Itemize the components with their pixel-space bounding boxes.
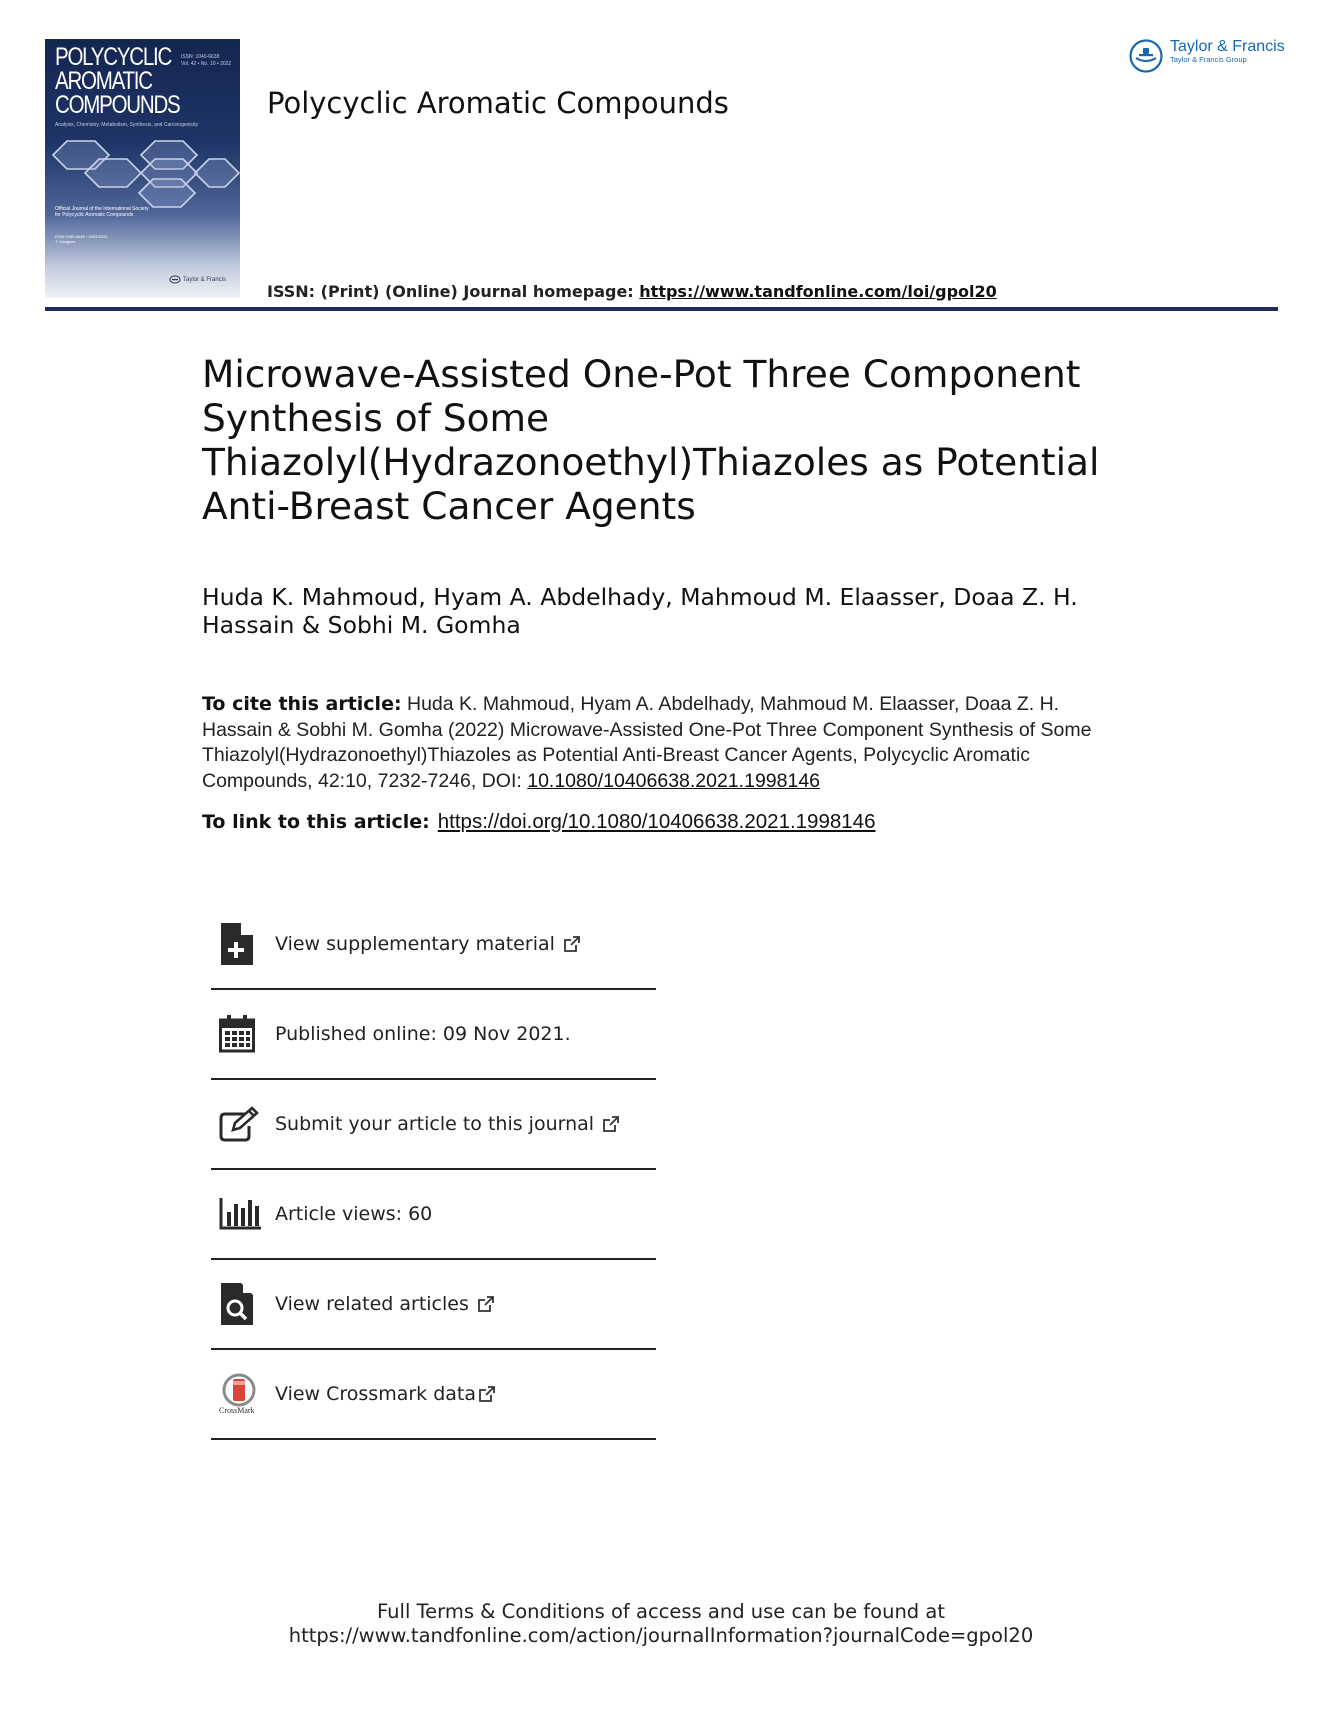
publisher-group: Taylor & Francis Group [1170,55,1247,64]
cover-meta: ISSN: 1040-6638 Vol. 42 • No. 10 • 2022 [181,54,232,67]
journal-homepage-link[interactable]: https://www.tandfonline.com/loi/gpol20 [639,282,997,301]
cite-label: To cite this article: [202,693,402,715]
article-title: Microwave-Assisted One-Pot Three Component Synthesis of Some Thiazolyl(Hydrazonoethyl)Thiazoles as Potential Anti-Breast Cancer Agents [202,352,1100,528]
file-plus-icon [219,918,271,970]
header-divider [45,307,1278,311]
cover-hexagons-graphic [45,135,240,215]
cover-publisher-name: Taylor & Francis [183,276,227,283]
crossmark-badge-text: CrossMark [219,1406,255,1415]
bar-chart-icon [219,1188,271,1240]
action-label: Article views: 60 [275,1203,433,1225]
cover-society-text: Official Journal of the International Society for Polycyclic Aromatic Compounds [55,206,149,218]
action-label: Published online: 09 Nov 2021. [275,1023,571,1045]
published-online-row [211,990,656,1080]
external-link-icon [563,935,581,953]
cover-title: POLYCYCLIC AROMATIC COMPOUNDS [55,43,180,119]
publisher-name: Taylor & Francis [1170,38,1285,55]
journal-cover [45,39,240,298]
footer-terms-url[interactable]: https://www.tandfonline.com/action/journalInformation?journalCode=gpol20 [288,1624,1034,1647]
article-action-list [211,900,656,1440]
file-search-icon [219,1278,271,1330]
link-label: To link to this article: [202,811,430,833]
cite-text: Huda K. Mahmoud, Hyam A. Abdelhady, Mahmoud M. Elaasser, Doaa Z. H. Hassain & Sobhi M. Gomha (2022) Microwave-Assisted One-Pot Three Component Synthesis of Some Thiazolyl(Hydrazonoethyl)Thiazoles as Potential Anti-Breast Cancer Agents, Polycyclic Aromatic Compounds, 42:10, 7232-7246, DOI: [202,693,1092,792]
action-label: Submit your article to this journal [275,1113,595,1135]
submit-article-link[interactable] [211,1080,656,1170]
article-link-line [202,810,1122,834]
footer-line-1: Full Terms & Conditions of access and use can be found at [377,1600,945,1623]
view-crossmark-data-link[interactable] [211,1350,656,1440]
taylor-francis-logo-icon [1128,38,1164,74]
action-label: View Crossmark data [275,1383,477,1405]
cover-publisher-logo-icon [169,275,181,284]
cover-publisher [169,275,226,284]
cover-subtitle: Analysis, Chemistry, Metabolism, Synthesis, and Carcinogenicity [55,122,199,128]
view-supplementary-material-link[interactable] [211,900,656,990]
issn-line [267,282,997,301]
citation-block [202,692,1122,794]
crossmark-icon [219,1368,271,1420]
cover-codes: ISSN:1040-6638 • 1563-5333 T: Gariguez [55,234,108,244]
article-doi-link[interactable]: https://doi.org/10.1080/10406638.2021.1998146 [437,810,876,833]
cite-doi-link[interactable]: 10.1080/10406638.2021.1998146 [527,769,821,792]
action-label: View supplementary material [275,933,555,955]
edit-icon [219,1098,271,1150]
issn-text: ISSN: (Print) (Online) Journal homepage: [267,282,640,301]
terms-footer [0,1600,1322,1648]
action-label: View related articles [275,1293,469,1315]
publisher-logo[interactable] [1128,38,1285,74]
view-related-articles-link[interactable] [211,1260,656,1350]
external-link-icon [477,1295,495,1313]
journal-name: Polycyclic Aromatic Compounds [267,86,729,120]
external-link-icon [602,1115,620,1133]
article-views-row [211,1170,656,1260]
article-authors: Huda K. Mahmoud, Hyam A. Abdelhady, Mahmoud M. Elaasser, Doaa Z. H. Hassain & Sobhi M. Gomha [202,583,1078,639]
external-link-icon [478,1385,496,1403]
calendar-icon [219,1008,271,1060]
